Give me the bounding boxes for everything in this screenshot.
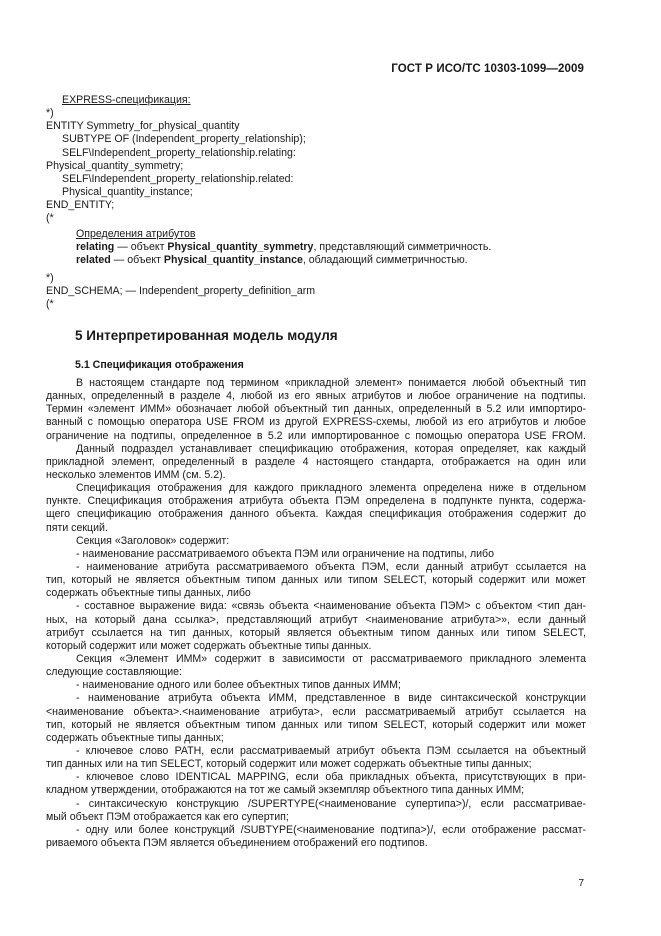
page-number: 7 [578, 878, 584, 889]
code-line: Physical_quantity_instance; [62, 185, 193, 198]
attr-object: Physical_quantity_symmetry [167, 241, 314, 254]
list-item: - наименование одного или более объектных типов данных ИММ; [76, 679, 401, 692]
paragraph-line: Секция «Заголовок» содержит: [76, 534, 230, 547]
attr-desc: , представляющий симметричность. [313, 241, 492, 254]
paragraph-line: тип, который не является объектным типом данных или типом SELECT, который содержит или может [46, 574, 586, 587]
code-line: (* [46, 212, 54, 225]
paragraph-line: кладном утверждении, отображаются на тот же самый экземпляр объектного типа данных ИММ; [46, 784, 525, 797]
attr-object: Physical_quantity_instance [163, 254, 303, 267]
paragraph-line: В настоящем стандарте под термином «прикладной элемент» понимается любой объектный тип [76, 377, 586, 389]
paragraph-line: мый объект ПЭМ отображается как его супертип; [46, 810, 289, 823]
paragraph-line: пяти секций. [46, 521, 108, 534]
paragraph-line: ных, на который дана ссылка>, представляющий атрибут <наименование атрибута>», если данный [46, 613, 586, 626]
list-item: - наименование атрибута объекта ИММ, представленное в виде синтаксической конструкции [76, 692, 586, 705]
attribute-definitions [46, 228, 586, 267]
attr-name: relating [76, 241, 115, 254]
paragraph-line: данных, определенный в разделе 4, любой из его явных атрибутов и любое ограничение на подтипы. [46, 390, 586, 403]
section-5-1-heading: 5.1 Спецификация отображения [75, 359, 244, 371]
section-5-heading: 5 Интерпретированная модель модуля [75, 328, 338, 343]
list-item: - наименование рассматриваемого объекта ПЭМ или ограничение на подтипы, либо [76, 547, 495, 560]
paragraph-line: щего спецификацию отображения данного объекта. Каждая спецификация отображения содержит до [46, 508, 586, 521]
code-line: (* [46, 298, 54, 311]
paragraph-line: следующие составляющие: [46, 666, 182, 679]
schema-end-block [46, 272, 586, 311]
list-item: - ключевое слово IDENTICAL MAPPING, если оба прикладных объекта, присутствующих в при- [76, 771, 586, 784]
paragraph-line: ограничение на подтипы, определенное в 5.2 или импортированное с помощью оператора USE FROM. [46, 429, 586, 442]
paragraph-line: риваемого объекта ПЭМ является объединением отображений его подтипов. [46, 836, 428, 849]
express-block [46, 94, 586, 225]
list-item: - синтаксическую конструкцию /SUPERTYPE(<наименование супертипа>)/, если рассматривае- [76, 797, 586, 810]
express-title: EXPRESS-спецификация: [62, 94, 191, 106]
standard-header: ГОСТ Р ИСО/ТС 10303-1099—2009 [391, 63, 584, 75]
code-line: *) [46, 272, 54, 284]
paragraph-line: Секция «Элемент ИММ» содержит в зависимости от рассматриваемого прикладного элемента [76, 652, 586, 665]
paragraph-line: который содержит или может содержать объектные типы данных. [46, 639, 372, 652]
attr-desc: , обладающий симметричностью. [302, 254, 468, 267]
paragraph-line: ванный с помощью оператора USE FROM из другой EXPRESS-схемы, любой из его атрибутов и любое [46, 416, 586, 429]
attr-sep: — объект [110, 254, 164, 267]
code-line: SUBTYPE OF (Independent_property_relationship); [62, 133, 306, 146]
paragraph-line: несколько элементов ИММ (см. 5.2). [46, 468, 226, 481]
paragraph-line: содержать объектные типы данных; [46, 731, 224, 744]
list-item: - одну или более конструкций /SUBTYPE(<наименование подтипа>)/, если отображение рассмат- [76, 823, 586, 836]
paragraph-line: пункте. Спецификация отображения атрибута объекта ПЭМ определена в подпункте пункта, содержа- [46, 495, 586, 508]
attr-relating [46, 241, 586, 254]
code-line: END_SCHEMA; — Independent_property_definition_arm [46, 285, 316, 298]
paragraph-line: Термин «элемент ИММ» обозначает любой объектный тип данных, определенный в 5.2 или импортиро- [46, 403, 586, 416]
code-line: END_ENTITY; [46, 199, 115, 212]
body-text [46, 377, 586, 850]
paragraph-line: <наименование объекта>.<наименование атрибута>, если рассматриваемый атрибут ссылается на [46, 705, 586, 718]
code-line: SELF\Independent_property_relationship.related: [62, 172, 294, 185]
code-line: SELF\Independent_property_relationship.relating: [62, 146, 296, 159]
attr-name: related [76, 254, 111, 267]
code-line: Physical_quantity_symmetry; [46, 159, 184, 172]
paragraph-line: Спецификация отображения для каждого прикладного элемента определена ниже в отдельном [76, 482, 586, 495]
code-line: ENTITY Symmetry_for_physical_quantity [46, 120, 240, 133]
attr-related [46, 254, 586, 267]
paragraph-line: прикладной элемент, определенный в разделе 4 настоящего стандарта, отображается на один или [46, 455, 586, 468]
list-item: - наименование атрибута рассматриваемого объекта ПЭМ, если данный атрибут ссылается на [76, 560, 586, 573]
attr-defs-title: Определения атрибутов [76, 228, 196, 240]
list-item: - составное выражение вида: «связь объекта <наименование объекта ПЭМ> с объектом <тип дан- [76, 600, 586, 613]
list-item: - ключевое слово PATH, если рассматриваемый атрибут объекта ПЭМ ссылается на объектный [76, 744, 586, 757]
paragraph-line: содержать объектные типы данных, либо [46, 587, 251, 600]
paragraph-line: Данный подраздел устанавливает спецификацию отображения, которая определяет, как каждый [76, 442, 586, 455]
attr-sep: — объект [114, 241, 168, 254]
paragraph-line: атрибут ссылается на тип данных, который является объектным типом данных или типом SELECT, [46, 626, 586, 639]
paragraph-line: тип, который не является объектным типом данных или типом SELECT, который содержит или может [46, 718, 586, 731]
code-line: *) [46, 107, 54, 120]
paragraph-line: тип данных или на тип SELECT, который содержит или может содержать объектные типы данных; [46, 758, 532, 771]
